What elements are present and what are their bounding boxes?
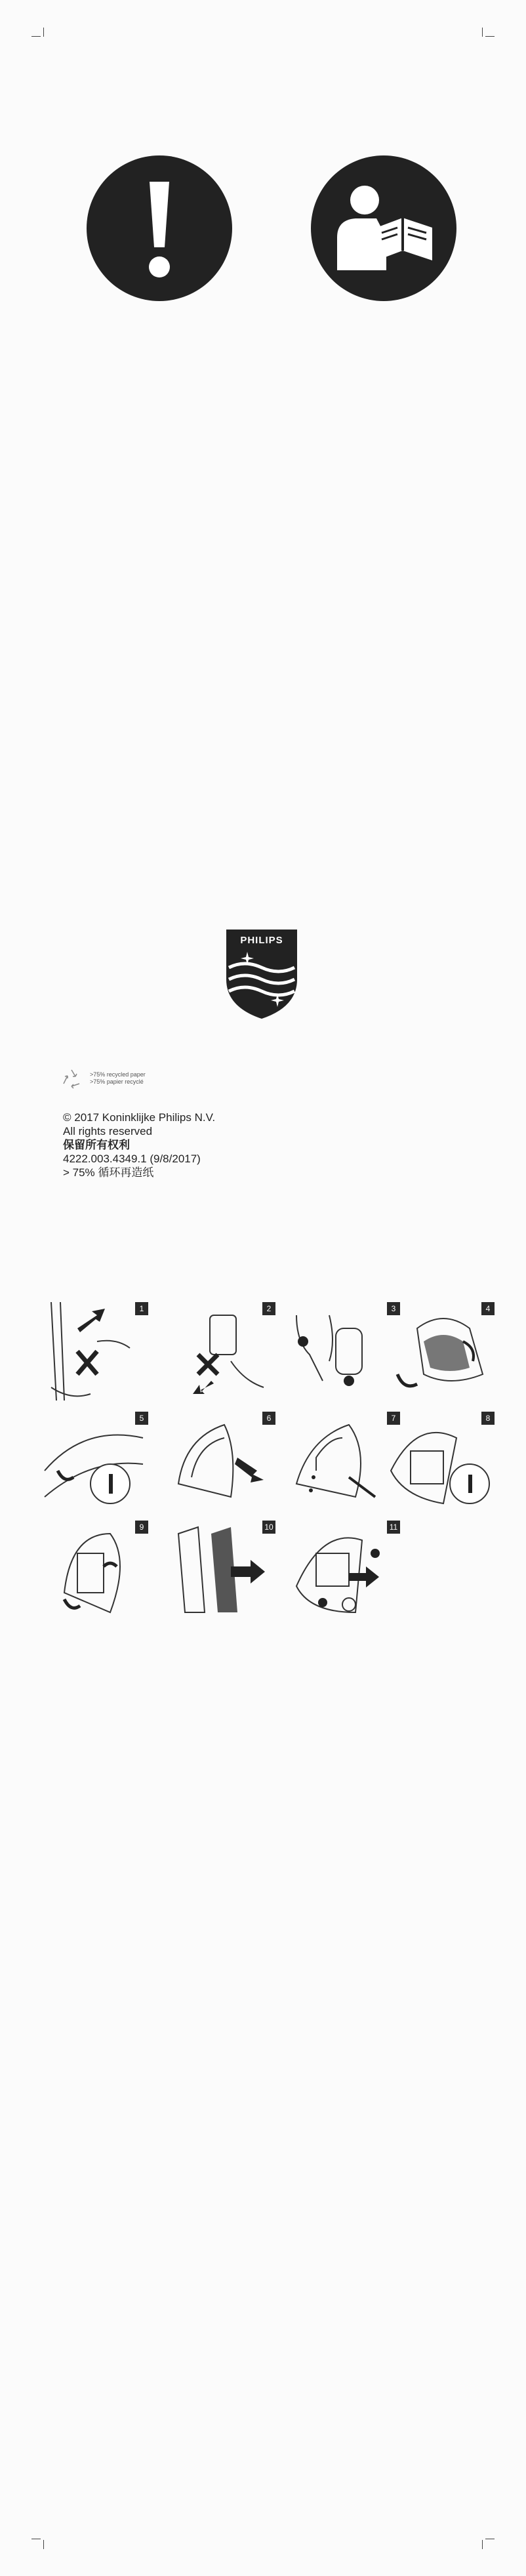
step-number: 5 bbox=[135, 1412, 148, 1425]
step-11 bbox=[283, 1521, 400, 1619]
step-9 bbox=[31, 1521, 148, 1619]
crop-mark bbox=[482, 28, 483, 37]
crop-mark bbox=[31, 36, 41, 37]
step-8 bbox=[378, 1412, 495, 1510]
rights-cn-line: 保留所有权利 bbox=[63, 1139, 130, 1151]
step-6 bbox=[159, 1412, 275, 1510]
recycle-line-2: >75% papier recyclé bbox=[90, 1078, 144, 1085]
step-number: 4 bbox=[481, 1302, 495, 1315]
crop-mark bbox=[485, 36, 495, 37]
step-number: 9 bbox=[135, 1521, 148, 1534]
step-number: 7 bbox=[387, 1412, 400, 1425]
step-10 bbox=[159, 1521, 275, 1619]
step-number: 3 bbox=[387, 1302, 400, 1315]
read-manual-icon bbox=[311, 155, 456, 301]
step-5 bbox=[31, 1412, 148, 1510]
recycle-cn-line: > 75% 循环再造纸 bbox=[63, 1166, 154, 1179]
step-4 bbox=[378, 1302, 495, 1400]
step-number: 11 bbox=[387, 1521, 400, 1534]
recycle-line-1: >75% recycled paper bbox=[90, 1071, 146, 1078]
exclamation-warning-icon bbox=[87, 155, 232, 301]
step-2 bbox=[159, 1302, 275, 1400]
step-number: 10 bbox=[262, 1521, 275, 1534]
philips-logo bbox=[225, 928, 298, 1020]
brand-name: PHILIPS bbox=[240, 935, 283, 946]
document-code: 4222.003.4349.1 (9/8/2017) bbox=[63, 1153, 201, 1165]
copyright-line: © 2017 Koninklijke Philips N.V. bbox=[63, 1111, 216, 1124]
step-number: 1 bbox=[135, 1302, 148, 1315]
crop-mark bbox=[482, 2540, 483, 2549]
recycle-icon bbox=[61, 1068, 82, 1089]
crop-mark bbox=[43, 2540, 44, 2549]
recycle-text bbox=[90, 1071, 146, 1086]
step-1 bbox=[31, 1302, 148, 1400]
step-number: 2 bbox=[262, 1302, 275, 1315]
rights-line: All rights reserved bbox=[63, 1125, 153, 1137]
step-number: 6 bbox=[262, 1412, 275, 1425]
crop-mark bbox=[43, 28, 44, 37]
step-number: 8 bbox=[481, 1412, 495, 1425]
copyright-block bbox=[63, 1111, 215, 1179]
